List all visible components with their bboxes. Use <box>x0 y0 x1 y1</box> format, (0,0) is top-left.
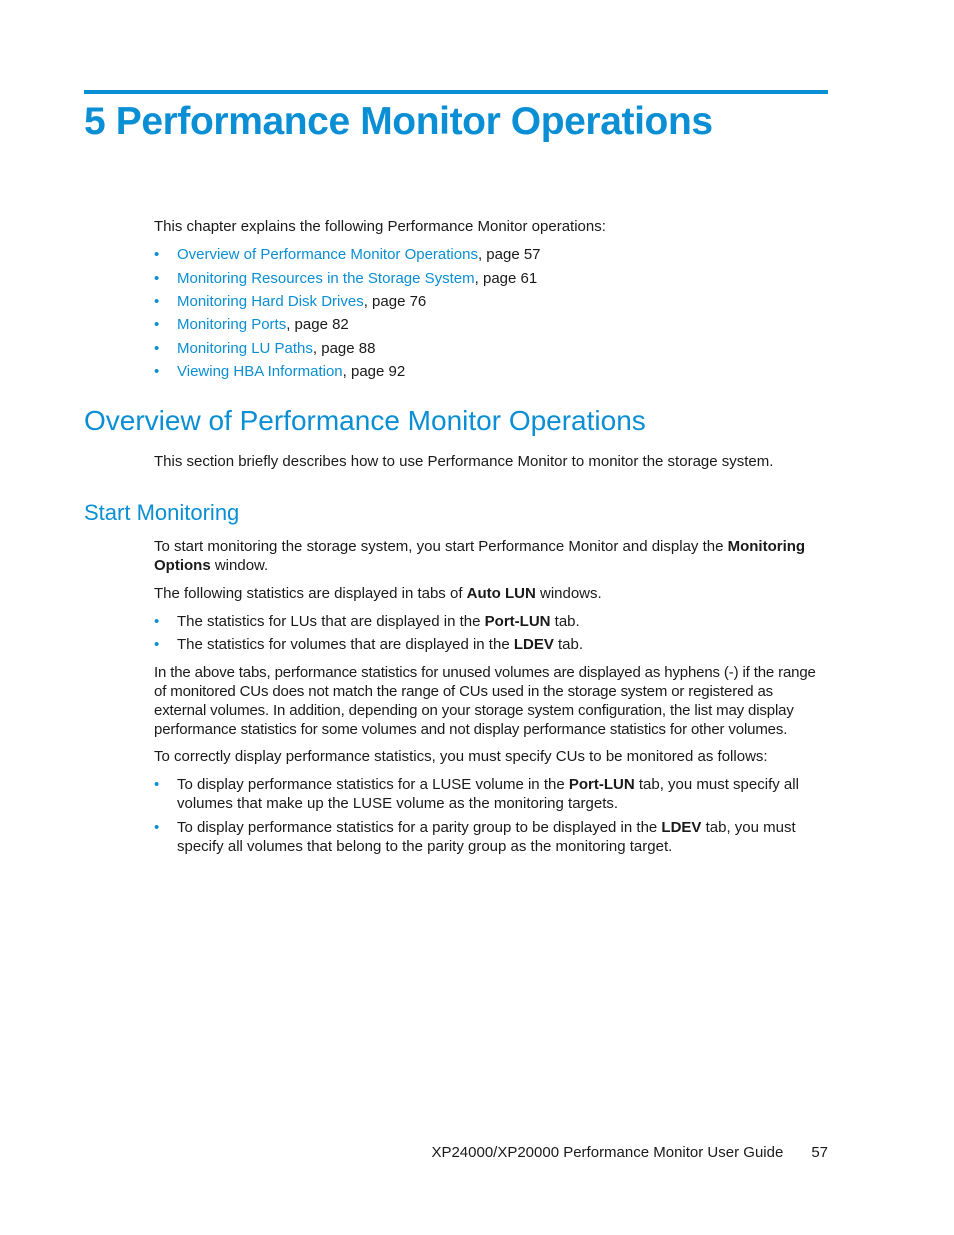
link-hard-disk-drives[interactable]: Monitoring Hard Disk Drives <box>177 293 364 310</box>
bullet-icon: • <box>154 293 160 310</box>
intro-text: This chapter explains the following Performance Monitor operations: <box>154 218 606 235</box>
link-monitoring-ports[interactable]: Monitoring Ports <box>177 316 287 333</box>
bullet-icon: • <box>154 270 160 287</box>
bullet-icon: • <box>154 316 160 333</box>
link-hba-information[interactable]: Viewing HBA Information <box>177 363 343 380</box>
bullet-icon: • <box>154 246 160 263</box>
start-paragraph-1: To start monitoring the storage system, you start Performance Monitor and display the Monitoring Options window. <box>154 538 806 574</box>
page-number: 57 <box>811 1144 828 1161</box>
bullet-icon: • <box>154 776 160 793</box>
list-item: • The statistics for volumes that are displayed in the LDEV tab. <box>154 636 584 653</box>
list-item: • Overview of Performance Monitor Operations, page 57 <box>154 246 541 263</box>
section-heading-overview: Overview of Performance Monitor Operations <box>84 405 646 436</box>
list-item: • Viewing HBA Information, page 92 <box>154 363 406 380</box>
link-monitoring-resources[interactable]: Monitoring Resources in the Storage System <box>177 270 475 287</box>
list-item: • To display performance statistics for a LUSE volume in the Port-LUN tab, you must specify all volumes that make up the LUSE volume as the monitoring targets. <box>154 776 799 812</box>
start-paragraph-2: The following statistics are displayed in tabs of Auto LUN windows. <box>154 585 602 602</box>
list-item: • Monitoring LU Paths, page 88 <box>154 340 376 357</box>
list-item: • Monitoring Ports, page 82 <box>154 316 349 333</box>
chapter-title: 5 Performance Monitor Operations <box>84 100 713 143</box>
overview-text: This section briefly describes how to use Performance Monitor to monitor the storage system. <box>154 453 774 470</box>
page-footer <box>431 1144 828 1161</box>
list-item: • The statistics for LUs that are displayed in the Port-LUN tab. <box>154 613 580 630</box>
start-paragraph-3: In the above tabs, performance statistics for unused volumes are displayed as hyphens (-) if the range of monitored CUs does not match the range of CUs used in the storage system or registered as external volumes. In addition, depending on your storage system configuration, the list may display performance statistics for some volumes and not display performance statistics for other volumes. <box>154 664 816 738</box>
list-item: • Monitoring Hard Disk Drives, page 76 <box>154 293 427 310</box>
bullet-icon: • <box>154 819 160 836</box>
link-overview[interactable]: Overview of Performance Monitor Operations <box>177 246 478 263</box>
footer-guide-title: XP24000/XP20000 Performance Monitor User Guide <box>431 1144 784 1161</box>
link-lu-paths[interactable]: Monitoring LU Paths <box>177 340 313 357</box>
bullet-icon: • <box>154 340 160 357</box>
bullet-icon: • <box>154 636 160 653</box>
section-heading-start-monitoring: Start Monitoring <box>84 500 240 525</box>
start-paragraph-4: To correctly display performance statistics, you must specify CUs to be monitored as follows: <box>154 748 768 765</box>
chapter-rule <box>84 90 828 94</box>
list-item: • To display performance statistics for a parity group to be displayed in the LDEV tab, you must specify all volumes that belong to the parity group as the monitoring target. <box>154 819 796 855</box>
list-item: • Monitoring Resources in the Storage System, page 61 <box>154 270 538 287</box>
bullet-icon: • <box>154 613 160 630</box>
bullet-icon: • <box>154 363 160 380</box>
